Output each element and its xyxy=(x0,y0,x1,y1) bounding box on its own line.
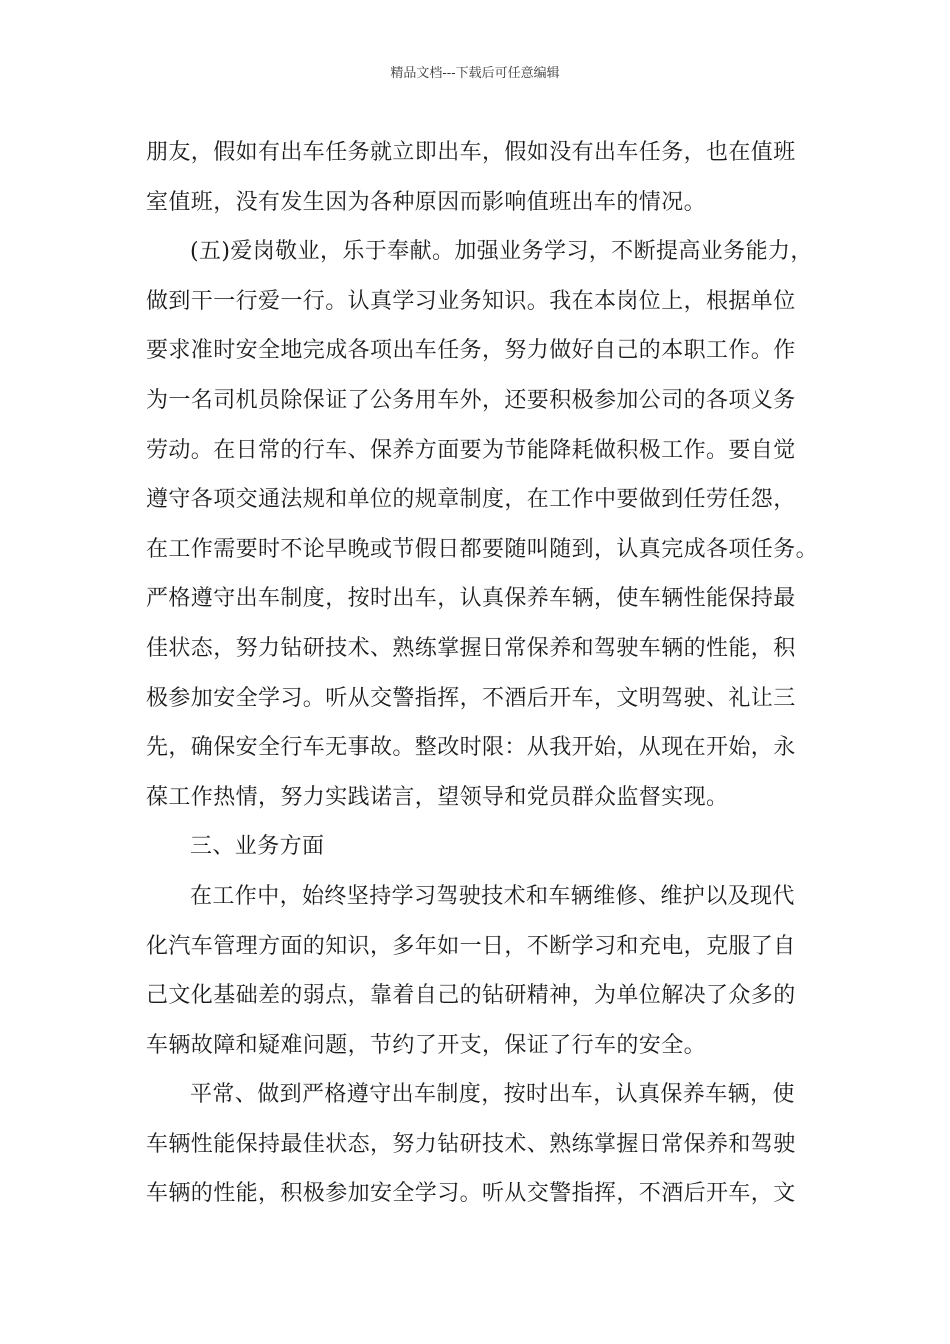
text-line: 平常、做到严格遵守出车制度，按时出车，认真保养车辆，使 xyxy=(190,1082,795,1108)
text-line: 要求准时安全地完成各项出车任务，努力做好自己的本职工作。作 xyxy=(146,338,796,364)
text-line: 在工作需要时不论早晚或节假日都要随叫随到，认真完成各项任务。 xyxy=(146,536,819,562)
text-line: 己文化基础差的弱点，靠着自己的钻研精神，为单位解决了众多的 xyxy=(146,983,796,1009)
text-line: 车辆性能保持最佳状态，努力钻研技术、熟练掌握日常保养和驾驶 xyxy=(146,1131,796,1157)
text-line: 极参加安全学习。听从交警指挥，不酒后开车，文明驾驶、礼让三 xyxy=(146,685,796,711)
text-line: 车辆的性能，积极参加安全学习。听从交警指挥，不酒后开车，文 xyxy=(146,1181,796,1207)
text-line: 化汽车管理方面的知识，多年如一日，不断学习和充电，克服了自 xyxy=(146,933,796,959)
page-header: 精品文档---下载后可任意编辑 xyxy=(390,66,560,81)
text-line: 劳动。在日常的行车、保养方面要为节能降耗做积极工作。要自觉 xyxy=(146,437,796,463)
text-line: 在工作中，始终坚持学习驾驶技术和车辆维修、维护以及现代 xyxy=(190,883,795,909)
text-line: 佳状态，努力钻研技术、熟练掌握日常保养和驾驶车辆的性能，积 xyxy=(146,635,796,661)
text-line: 为一名司机员除保证了公务用车外，还要积极参加公司的各项义务 xyxy=(146,387,796,413)
text-line: 车辆故障和疑难问题，节约了开支，保证了行车的安全。 xyxy=(146,1032,707,1058)
section-heading: 三、业务方面 xyxy=(190,834,325,860)
text-line: 先，确保安全行车无事故。整改时限：从我开始，从现在开始，永 xyxy=(146,735,796,761)
text-line: 遵守各项交通法规和单位的规章制度，在工作中要做到任劳任怨， xyxy=(146,487,796,513)
text-line: (五)爱岗敬业，乐于奉献。加强业务学习，不断提高业务能力， xyxy=(190,239,813,265)
text-line: 葆工作热情，努力实践诺言，望领导和党员群众监督实现。 xyxy=(146,784,729,810)
text-line: 做到干一行爱一行。认真学习业务知识。我在本岗位上，根据单位 xyxy=(146,288,796,314)
document-body xyxy=(146,128,826,1219)
text-line: 室值班，没有发生因为各种原因而影响值班出车的情况。 xyxy=(146,189,707,215)
text-line: 严格遵守出车制度，按时出车，认真保养车辆，使车辆性能保持最 xyxy=(146,586,796,612)
text-line: 朋友，假如有出车任务就立即出车，假如没有出车任务，也在值班 xyxy=(146,140,796,165)
